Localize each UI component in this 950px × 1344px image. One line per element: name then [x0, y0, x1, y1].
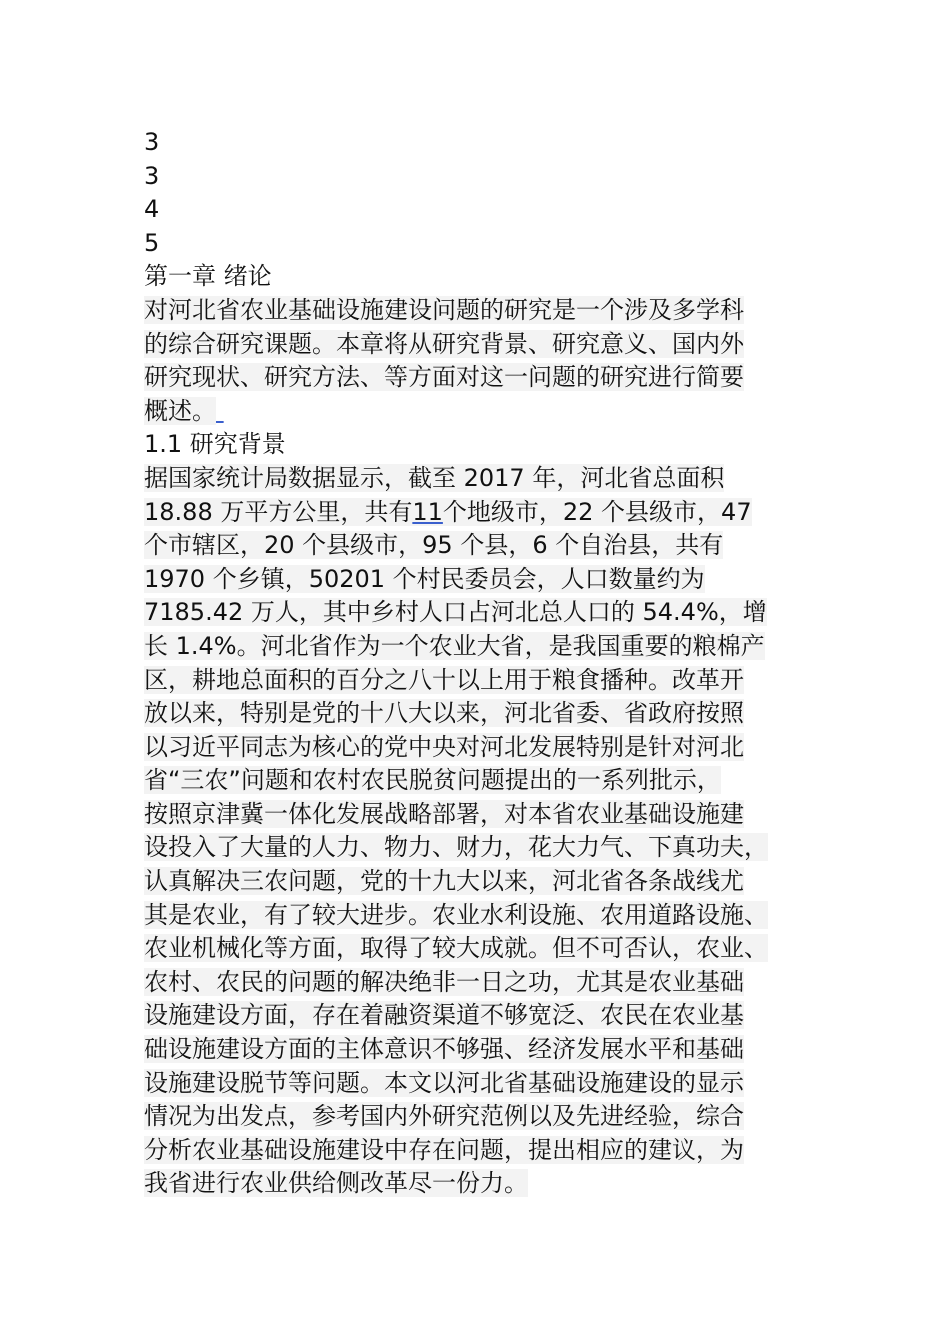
- body-line: 以习近平同志为核心的党中央对河北发展特别是针对河北: [144, 732, 744, 761]
- intro-paragraph: [144, 294, 814, 428]
- body-line: 我省进行农业供给侧改革尽一份力。: [144, 1169, 528, 1198]
- body-line: 7185.42 万人，其中乡村人口占河北总人口的 54.4%，增: [144, 598, 767, 627]
- body-line: 农业机械化等方面，取得了较大成就。但不可否认，农业、: [144, 934, 768, 963]
- section-title: 1.1 研究背景: [144, 430, 286, 459]
- body-line: 农村、农民的问题的解决绝非一日之功，尤其是农业基础: [144, 967, 744, 996]
- underlined-number: 11: [412, 497, 443, 526]
- body-line: 其是农业，有了较大进步。农业水利设施、农用道路设施、: [144, 900, 768, 929]
- underline-mark: [216, 397, 224, 425]
- toc-number: 4: [144, 195, 160, 224]
- toc-number: 3: [144, 128, 160, 156]
- body-line: 认真解决三农问题，党的十九大以来，河北省各条战线尤: [144, 867, 744, 896]
- body-line: 1970 个乡镇，50201 个村民委员会，人口数量约为: [144, 564, 705, 593]
- body-line: 区，耕地总面积的百分之八十以上用于粮食播种。改革开: [144, 665, 744, 694]
- body-line: 设施建设方面，存在着融资渠道不够宽泛、农民在农业基: [144, 1001, 744, 1030]
- intro-line: 研究现状、研究方法、等方面对这一问题的研究进行简要: [144, 363, 744, 392]
- body-line: 省“三农”问题和农村农民脱贫问题提出的一系列批示，: [144, 766, 721, 795]
- body-line: 按照京津冀一体化发展战略部署，对本省农业基础设施建: [144, 799, 744, 828]
- body-line: 个地级市，22 个县级市，47: [442, 497, 752, 526]
- toc-number: 3: [144, 161, 160, 190]
- body-line: 18.88 万平方公里，共有: [144, 497, 413, 526]
- body-line: 础设施建设方面的主体意识不够强、经济发展水平和基础: [144, 1035, 744, 1064]
- intro-line: 的综合研究课题。本章将从研究背景、研究意义、国内外: [144, 329, 744, 358]
- body-line: 情况为出发点，参考国内外研究范例以及先进经验，综合: [144, 1102, 744, 1131]
- intro-line: 对河北省农业基础设施建设问题的研究是一个涉及多学科: [144, 295, 744, 324]
- toc-number: 5: [144, 228, 160, 257]
- body-line: 个市辖区，20 个县级市，95 个县，6 个自治县，共有: [144, 531, 724, 560]
- body-line: 放以来，特别是党的十八大以来，河北省委、省政府按照: [144, 699, 744, 728]
- body-line: 设投入了大量的人力、物力、财力，花大力气、下真功夫，: [144, 833, 768, 862]
- background-paragraph: [144, 462, 814, 1201]
- body-line: 长 1.4%。河北省作为一个农业大省，是我国重要的粮棉产: [144, 631, 765, 660]
- document-page: [144, 126, 814, 1201]
- body-line: 分析农业基础设施建设中存在问题，提出相应的建议，为: [144, 1135, 744, 1164]
- body-line: 据国家统计局数据显示，截至 2017 年，河北省总面积: [144, 463, 725, 492]
- chapter-title: 第一章 绪论: [144, 262, 272, 291]
- body-line: 设施建设脱节等问题。本文以河北省基础设施建设的显示: [144, 1068, 744, 1097]
- intro-line: 概述。: [144, 396, 216, 425]
